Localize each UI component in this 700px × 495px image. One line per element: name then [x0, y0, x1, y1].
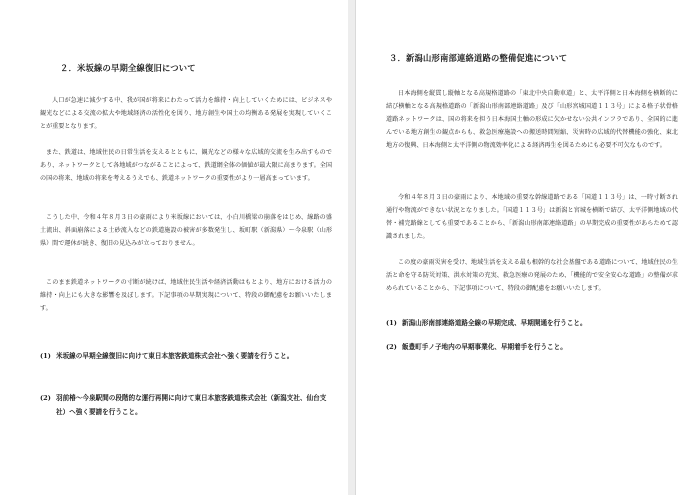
left-page: [0, 0, 349, 495]
left-paragraph-2: また、鉄道は、地域住民の日常生活を支えるとともに、観光などの様々な広域的交流を生み出すものであり、ネットワークとして各地域がつながることによって、鉄道網全体の価値が最大限に高まります。全国の国の将来、地域の将来を考えるうえでも、鉄道ネットワークの重要性がより一層高まっています。: [40, 149, 332, 182]
request-number: (1): [40, 352, 51, 360]
section-3-heading: ３．新潟山形南部連絡道路の整備促進について: [389, 53, 568, 63]
page-gutter: [348, 0, 355, 495]
left-paragraph-1: 人口が急速に減少する中、我が国が将来にわたって活力を維持・向上していくためには、ビジネスや観光などによる交流の拡大や地域経済の活性化を図り、地方創生や国土の均衡ある発展を実現していくことが重要となります。: [40, 97, 332, 130]
request-text: 飯豊町手ノ子地内の早期事業化、早期着手を行うこと。: [402, 343, 567, 351]
request-number: (2): [40, 394, 51, 402]
section-2-heading: ２．米坂線の早期全線復旧について: [60, 63, 196, 73]
left-paragraph-3: こうした中、令和４年８月３日の豪雨により米坂線においては、小白川橋梁の崩落をはじめ、線路の盛土流出、斜面崩落による土砂流入などの鉄道施設の被害が多数発生し、坂町駅（新潟県）～今泉駅（山形県）間で運休が続き、復旧の見込みが立っておりません。: [40, 214, 332, 247]
left-request-2: [40, 391, 338, 435]
right-page: [355, 0, 700, 495]
left-request-1: [40, 349, 338, 379]
request-number: (1): [386, 319, 397, 327]
request-text: 羽前椿～今泉駅間の段階的な運行再開に向けて東日本旅客鉄道株式会社（新潟支社、仙台支社）へ強く要請を行うこと。: [56, 394, 327, 416]
right-request-1: [386, 316, 686, 332]
request-text: 新潟山形南部連絡道路全線の早期完成、早期開通を行うこと。: [402, 319, 587, 327]
right-request-2: [386, 340, 686, 356]
right-paragraph-2: 令和４年８月３日の豪雨により、本地域の重要な幹線道路である「国道１１３号」は、一時寸断され通行や物流ができない状況となりました。「国道１１３号」は新潟と宮城を横断で結び、太平洋側地域の代替・補完路線としても重要であることから、「新潟山形南部連絡道路」の早期完成の重要性があらためて認識されました。: [386, 194, 678, 240]
right-paragraph-1: 日本海側を縦貫し縦軸となる高規格道路の「東北中央自動車道」と、太平洋側と日本海側を横断的に結び横軸となる高規格道路の「新潟山形南部連絡道路」及び「山形宮城国道１１３号」による格子状骨格道路ネットワークは、国の将来を担う日本海国土軸の形成に欠かせない公共インフラであり、全国的に進んでいる地方創生の観点からも、救急医療施設への搬送時間短縮、災害時の広域的代替機能の強化、東北地方の復興、日本海側と太平洋側の物流効率化による経済再生を図るためにも必要不可欠なものです。: [386, 90, 678, 149]
left-paragraph-4: このまま鉄道ネットワークの寸断が続けば、地域住民生活や経済活動はもとより、地方における活力の維持・向上にも大きな影響を及ぼします。下記事項の早期実現について、特段の御配慮をお願いいたします。: [40, 279, 332, 312]
request-text: 米坂線の早期全線復旧に向けて東日本旅客鉄道株式会社へ強く要請を行うこと。: [56, 352, 294, 360]
request-number: (2): [386, 343, 397, 351]
right-paragraph-3: この度の豪雨災害を受け、地域生活を支える最も根幹的な社会基盤である道路について、地域住民の生活と命を守る防災対策、洪水対策の充実、救急医療の発展のため、「機能的で安全安心な道路」の整備が求められていることから、下記事項について、特段の御配慮をお願いいたします。: [386, 259, 678, 292]
